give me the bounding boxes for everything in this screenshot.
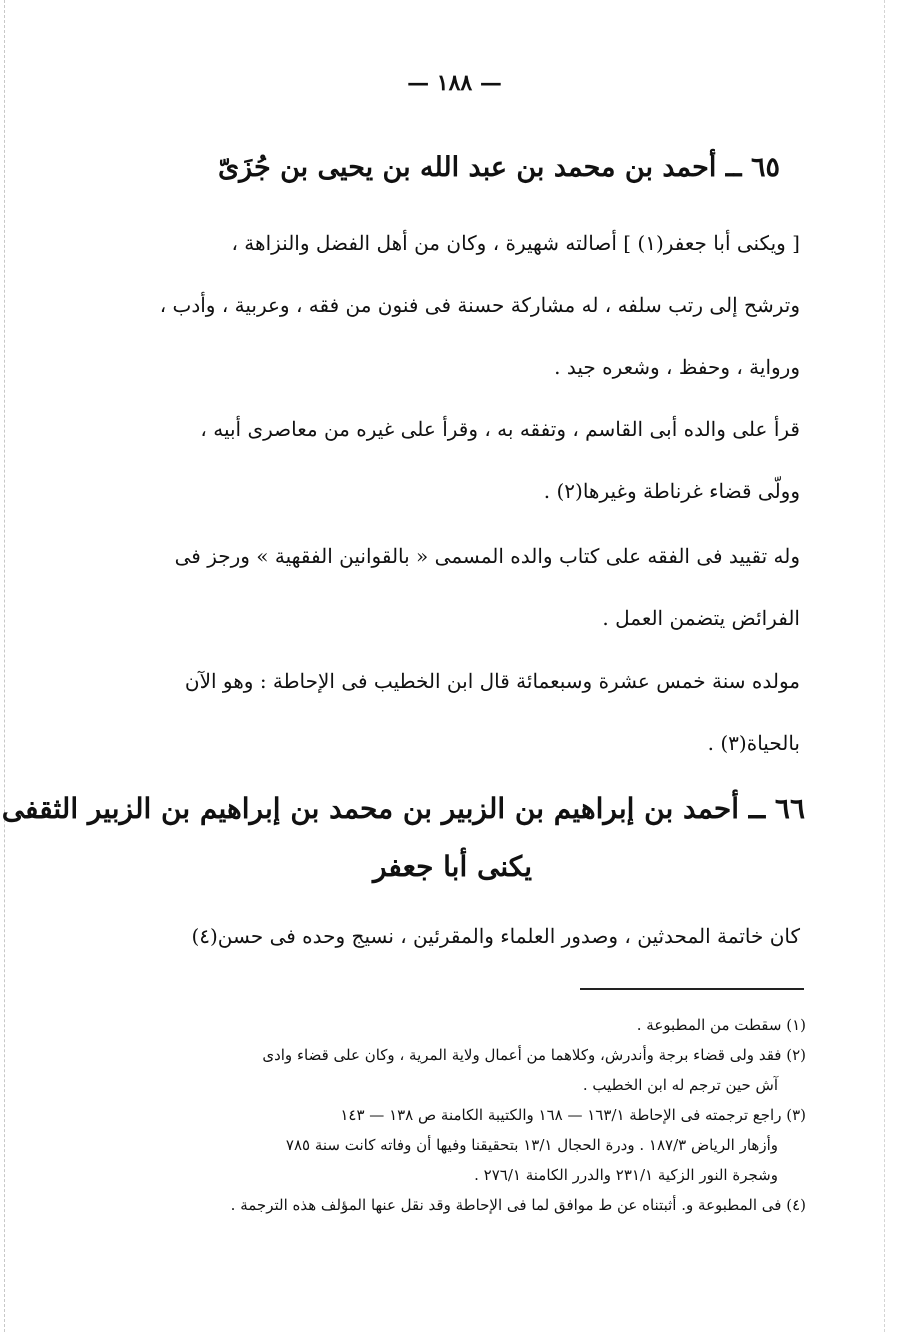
text-line: بالحياة(٣) . [707,731,800,755]
text-line: وله تقييد فى الفقه على كتاب والده المسمى « بالقوانين الفقهية » ورجز فى [174,544,800,568]
footnote-1: (١) سقطت من المطبوعة . [636,1016,806,1034]
footnote-2-line-1: (٢) فقد ولى قضاء برجة وأندرش، وكلاهما من أعمال ولاية المرية ، وكان على قضاء وادى [262,1046,806,1064]
page-fold-line-right [884,0,885,1332]
text-line: مولده سنة خمس عشرة وسبعمائة قال ابن الخطيب فى الإحاطة : وهو الآن [184,669,800,693]
text-line: كان خاتمة المحدثين ، وصدور العلماء والمقرئين ، نسيج وحده فى حسن(٤) [191,924,800,948]
entry-65-paragraph-4 [118,650,800,774]
entry-65-paragraph-3 [118,525,800,649]
text-line: ورواية ، وحفظ ، وشعره جيد . [554,355,800,379]
entry-65-paragraph-2 [118,398,800,522]
footnotes [120,1010,806,1220]
entry-66-heading-line-2: يكنى أبا جعفر [372,850,533,883]
page-fold-line-left [4,0,5,1332]
entry-65-paragraph-1 [118,212,800,398]
text-line: قرأ على والده أبى القاسم ، وتفقه به ، وقرأ على غيره من معاصرى أبيه ، [200,417,800,441]
footnote-3-line-3: وشجرة النور الزكية ٢٣١/١ والدرر الكامنة ٢٧٦/١ . [474,1166,778,1184]
text-line: [ ويكنى أبا جعفر(١) ] أصالته شهيرة ، وكان من أهل الفضل والنزاهة ، [231,231,800,255]
entry-66-heading-line-1: ٦٦ ــ أحمد بن إبراهيم بن الزبير بن محمد بن إبراهيم بن الزبير الثقفى [1,792,805,825]
text-line: وولّى قضاء غرناطة وغيرها(٢) . [543,479,800,503]
text-line: الفرائض يتضمن العمل . [602,606,800,630]
footnote-2-line-2: آش حين ترجم له ابن الخطيب . [582,1076,778,1094]
footnote-3-line-1: (٣) راجع ترجمته فى الإحاطة ١٦٣/١ — ١٦٨ والكتيبة الكامنة ص ١٣٨ — ١٤٣ [340,1106,806,1124]
text-line: وترشح إلى رتب سلفه ، له مشاركة حسنة فى فنون من فقه ، وعربية ، وأدب ، [159,293,800,317]
footnote-4: (٤) فى المطبوعة و. أثبتناه عن ط موافق لما فى الإحاطة وقد نقل عنها المؤلف هذه الترجمة . [230,1196,806,1214]
footnote-separator [580,988,804,990]
page-number: — ١٨٨ — [407,70,502,96]
entry-66-heading [1,780,805,896]
footnote-3-line-2: وأزهار الرياض ١٨٧/٣ . ودرة الحجال ١٣/١ بتحقيقنا وفيها أن وفاته كانت سنة ٧٨٥ [285,1136,778,1154]
entry-65-heading: ٦٥ ــ أحمد بن محمد بن عبد الله بن يحيى بن جُزَىّ [217,152,780,183]
entry-66-paragraph-1 [118,905,800,967]
